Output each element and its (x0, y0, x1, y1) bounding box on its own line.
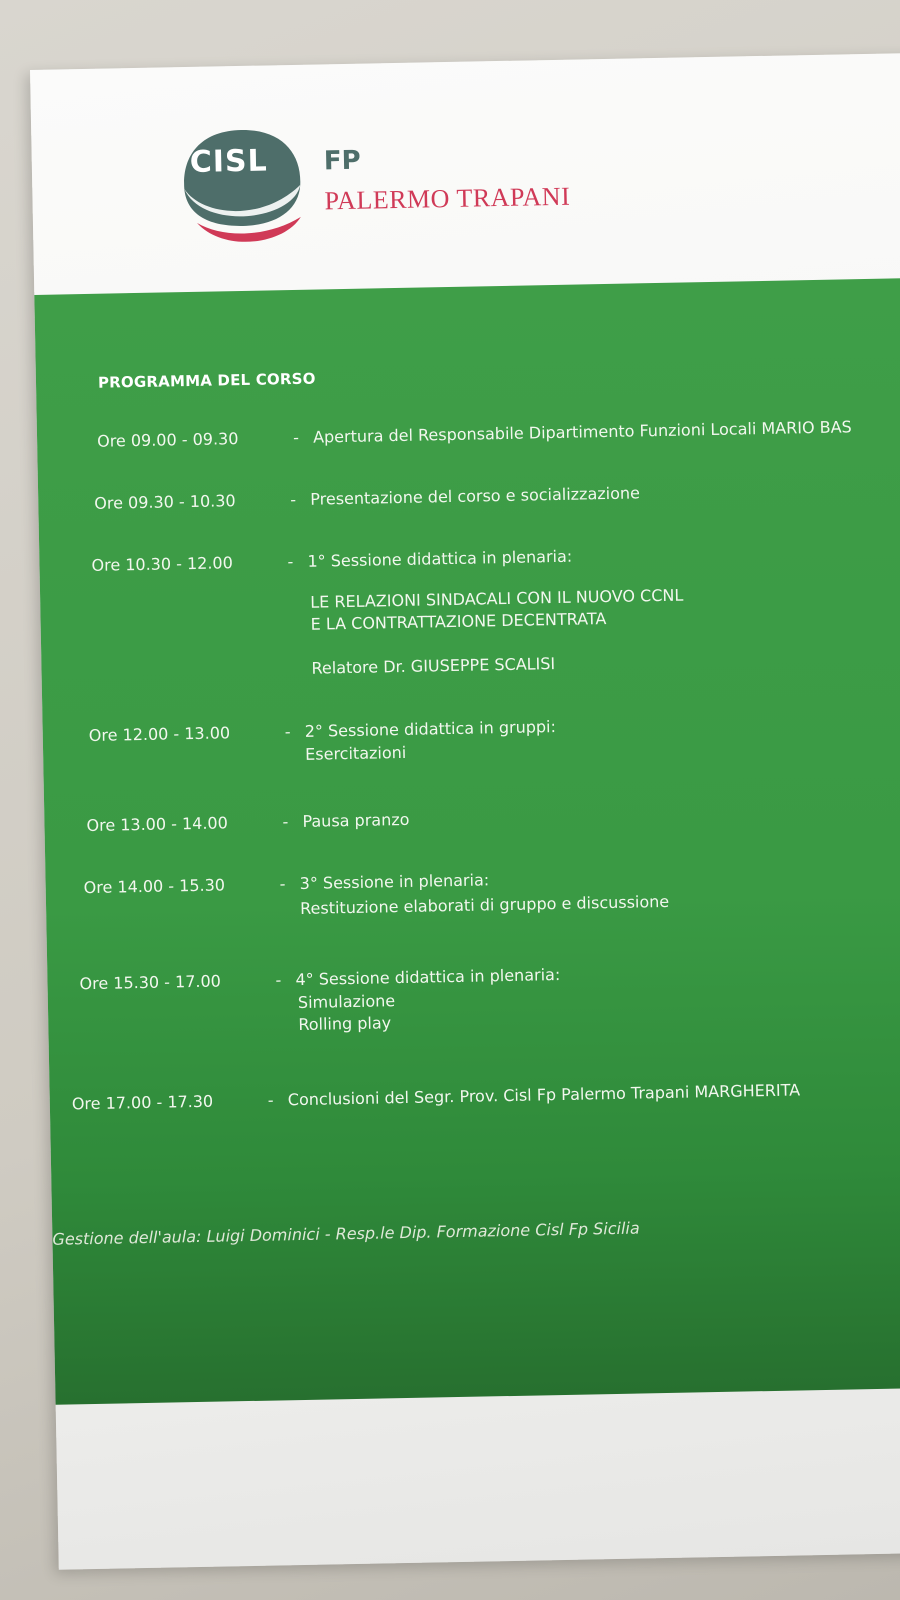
schedule-row (91, 547, 572, 575)
session-detail-line: Simulazione (297, 991, 396, 1013)
session-topic (310, 585, 684, 636)
cisl-fp-logo (181, 118, 664, 267)
programme-panel (34, 278, 900, 1405)
schedule-time: Ore 09.30 - 10.30 (94, 491, 236, 513)
schedule-description: 1° Sessione didattica in plenaria: (307, 546, 573, 571)
schedule-description: Presentazione del corso e socializzazione (310, 483, 641, 509)
schedule-description: Pausa pranzo (302, 809, 410, 831)
schedule-description: 2° Sessione didattica in gruppi: (304, 717, 557, 741)
schedule-separator: - (292, 427, 300, 448)
schedule-row (79, 965, 560, 993)
schedule-separator: - (275, 970, 282, 990)
schedule-time: Ore 10.30 - 12.00 (91, 553, 233, 575)
document-page (30, 53, 900, 1570)
schedule-time: Ore 13.00 - 14.00 (86, 813, 228, 836)
session-speaker: Relatore Dr. GIUSEPPE SCALISI (311, 654, 556, 678)
schedule-separator: - (284, 722, 291, 742)
schedule-description: 4° Sessione didattica in plenaria: (295, 964, 561, 990)
session-detail: Restituzione elaborati di gruppo e discussione (299, 891, 670, 918)
schedule-row (84, 870, 490, 897)
session-detail-line: Rolling play (298, 1013, 392, 1035)
schedule-separator: - (287, 552, 294, 572)
classroom-manager-note: Gestione dell'aula: Luigi Dominici - Resp.le Dip. Formazione Cisl Fp Sicilia (52, 1218, 640, 1249)
schedule-separator: - (282, 812, 289, 832)
schedule-time: Ore 12.00 - 13.00 (88, 723, 231, 745)
logo-suffix-text: FP (323, 145, 361, 177)
session-topic-line: LE RELAZIONI SINDACALI CON IL NUOVO CCNL (310, 585, 684, 612)
schedule-row (94, 483, 640, 512)
logo-subtitle: PALERMO TRAPANI (324, 181, 571, 216)
schedule-time: Ore 14.00 - 15.30 (83, 875, 226, 898)
schedule-description: 3° Sessione in plenaria: (299, 870, 490, 893)
schedule-row (89, 717, 556, 745)
schedule-time: Ore 15.30 - 17.00 (79, 971, 222, 994)
schedule-row (86, 810, 409, 835)
schedule-description: Conclusioni del Segr. Prov. Cisl Fp Palermo Trapani MARGHERITA (287, 1080, 801, 1110)
schedule-separator: - (279, 874, 286, 894)
schedule-description: Apertura del Responsabile Dipartimento Funzioni Locali MARIO BAS (312, 417, 852, 447)
schedule-row (97, 417, 852, 450)
programme-title: PROGRAMMA DEL CORSO (97, 369, 316, 392)
session-topic-line: E LA CONTRATTAZIONE DECENTRATA (310, 609, 607, 634)
session-detail (298, 990, 396, 1036)
schedule-time: Ore 17.00 - 17.30 (71, 1091, 214, 1114)
logo-brand-text: CISL (189, 143, 269, 180)
session-detail: Esercitazioni (305, 742, 407, 764)
schedule-time: Ore 09.00 - 09.30 (96, 429, 239, 451)
schedule-row (72, 1080, 801, 1113)
schedule-separator: - (290, 489, 297, 510)
schedule-separator: - (267, 1090, 274, 1110)
